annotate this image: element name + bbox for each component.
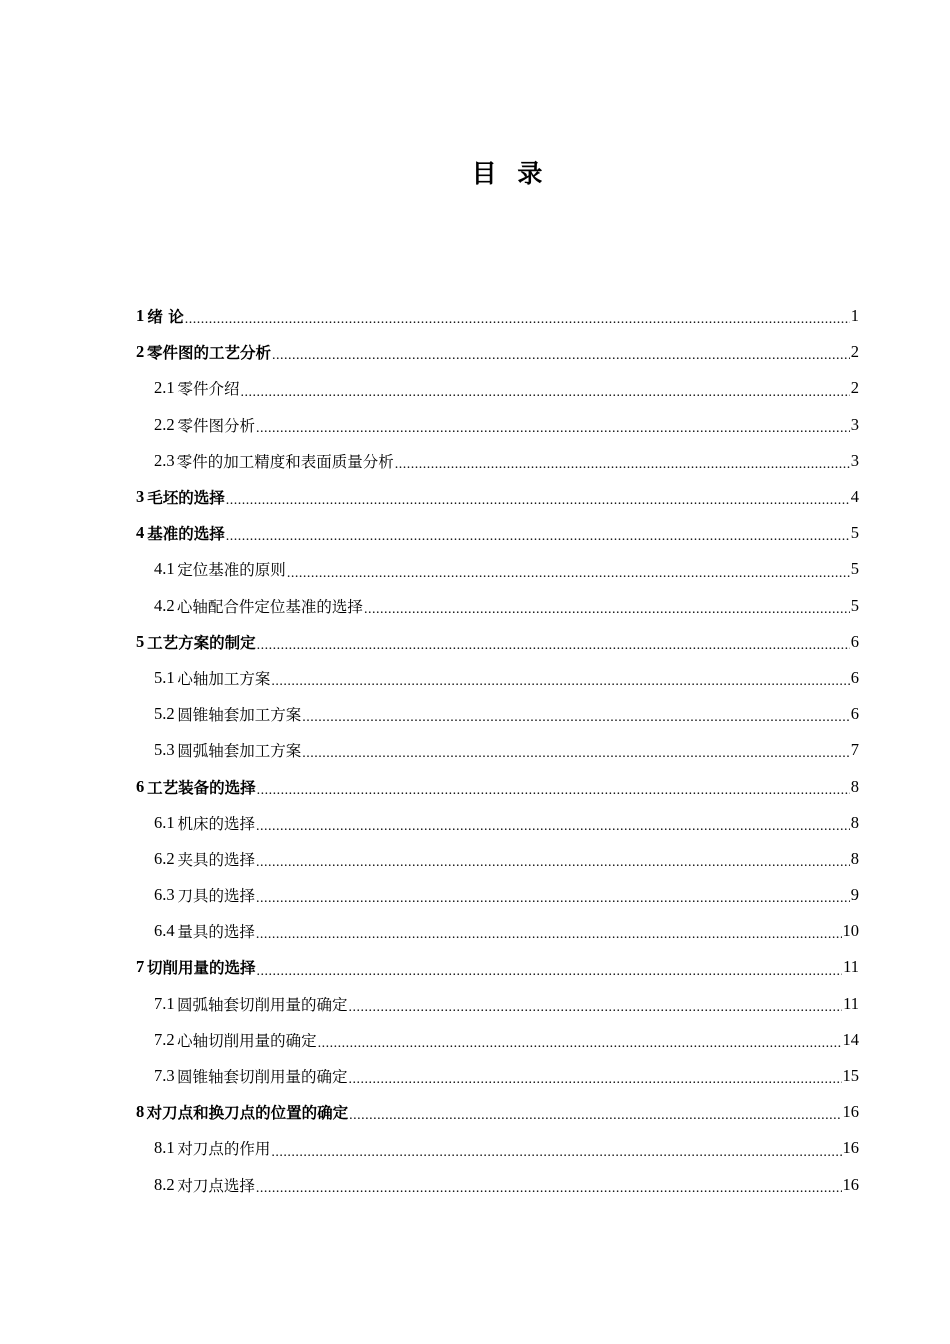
toc-entry-number: 7.3 — [154, 1066, 175, 1086]
toc-entry-label: 毛坯的选择 — [147, 489, 225, 508]
toc-dot-leader — [256, 857, 850, 877]
toc-entry-label: 夹具的选择 — [177, 850, 255, 869]
toc-entry-7-3[interactable] — [136, 1058, 859, 1094]
toc-entry-page-number: 16 — [842, 1102, 859, 1122]
toc-entry-label: 基准的选择 — [147, 525, 225, 544]
toc-dot-leader — [271, 676, 849, 696]
toc-entry-2-2[interactable] — [136, 407, 859, 443]
toc-entry-number: 6.1 — [154, 812, 175, 832]
toc-entry-number: 4 — [136, 523, 145, 543]
toc-entry-number: 7.2 — [154, 1029, 175, 1049]
toc-entry-label: 心轴切削用量的确定 — [177, 1031, 317, 1050]
toc-entry-page-number: 16 — [842, 1174, 859, 1194]
toc-dot-leader — [364, 604, 850, 624]
toc-entry-label: 对刀点和换刀点的位置的确定 — [146, 1104, 349, 1123]
toc-dot-leader — [257, 785, 850, 805]
toc-dot-leader — [302, 748, 850, 768]
toc-entry-6[interactable] — [136, 768, 859, 804]
toc-entry-number: 1 — [136, 306, 145, 326]
toc-entry-number: 7 — [136, 957, 145, 977]
toc-entry-6-3[interactable] — [136, 877, 859, 913]
toc-dot-leader — [256, 893, 850, 913]
toc-entry-label: 圆锥轴套切削用量的确定 — [176, 1068, 348, 1087]
toc-dot-leader — [302, 712, 850, 732]
toc-entry-page-number: 16 — [842, 1138, 859, 1158]
toc-entry-label: 切削用量的选择 — [147, 959, 256, 978]
toc-dot-leader — [226, 531, 850, 551]
toc-entry-label: 圆弧轴套加工方案 — [177, 742, 302, 761]
toc-entry-number: 2.1 — [154, 378, 175, 398]
toc-entry-2-3[interactable] — [136, 443, 859, 479]
toc-dot-leader — [349, 1110, 841, 1130]
toc-entry-number: 8 — [136, 1102, 145, 1122]
toc-entry-label: 机床的选择 — [177, 814, 255, 833]
toc-dot-leader — [348, 1074, 841, 1094]
toc-dot-leader — [395, 459, 850, 479]
toc-entry-page-number: 6 — [850, 667, 859, 687]
toc-entry-5-1[interactable] — [136, 660, 859, 696]
toc-entry-page-number: 11 — [843, 957, 859, 977]
toc-entry-number: 5.3 — [154, 740, 175, 760]
toc-entry-4-2[interactable] — [136, 588, 859, 624]
toc-entry-page-number: 8 — [850, 812, 859, 832]
toc-entry-number: 6.4 — [154, 921, 175, 941]
toc-entry-number: 8.2 — [154, 1174, 175, 1194]
toc-entry-8-2[interactable] — [136, 1167, 859, 1203]
toc-entry-page-number: 1 — [850, 306, 859, 326]
toc-entry-page-number: 3 — [850, 450, 859, 470]
toc-entry-number: 2.3 — [154, 450, 175, 470]
toc-dot-leader — [287, 568, 850, 588]
toc-entry-label: 刀具的选择 — [177, 887, 255, 906]
toc-entry-number: 3 — [136, 487, 145, 507]
toc-dot-leader — [318, 1038, 842, 1058]
toc-entry-number: 4.1 — [154, 559, 175, 579]
toc-entry-6-1[interactable] — [136, 805, 859, 841]
toc-entry-label: 工艺装备的选择 — [147, 778, 256, 797]
toc-entry-page-number: 8 — [850, 776, 859, 796]
toc-entry-page-number: 7 — [850, 740, 859, 760]
toc-entry-1[interactable] — [136, 298, 859, 334]
toc-entry-4-1[interactable] — [136, 551, 859, 587]
toc-dot-leader — [256, 929, 842, 949]
toc-entry-label: 零件图的工艺分析 — [146, 344, 271, 363]
toc-entry-6-4[interactable] — [136, 913, 859, 949]
toc-dot-leader — [241, 387, 850, 407]
toc-entry-page-number: 2 — [850, 378, 859, 398]
toc-entry-label: 圆锥轴套加工方案 — [177, 706, 302, 725]
toc-entry-page-number: 10 — [842, 921, 859, 941]
toc-dot-leader — [256, 423, 850, 443]
toc-entry-number: 6.3 — [154, 885, 175, 905]
toc-entry-page-number: 8 — [850, 848, 859, 868]
toc-dot-leader — [257, 966, 843, 986]
toc-entry-label: 对刀点选择 — [177, 1176, 255, 1195]
toc-dot-leader — [271, 1147, 841, 1167]
toc-entry-number: 5.2 — [154, 704, 175, 724]
toc-dot-leader — [272, 350, 850, 370]
toc-entry-page-number: 15 — [842, 1066, 859, 1086]
toc-entry-4[interactable] — [136, 515, 859, 551]
toc-entry-6-2[interactable] — [136, 841, 859, 877]
toc-entry-number: 2 — [136, 342, 145, 362]
toc-entry-label: 零件介绍 — [177, 380, 240, 399]
toc-entry-page-number: 2 — [850, 342, 859, 362]
toc-entry-label: 定位基准的原则 — [177, 561, 286, 580]
toc-entry-page-number: 9 — [850, 885, 859, 905]
toc-entry-7[interactable] — [136, 949, 859, 985]
toc-entry-page-number: 3 — [850, 414, 859, 434]
toc-entry-number: 5 — [136, 631, 145, 651]
toc-entry-page-number: 5 — [850, 595, 859, 615]
toc-entry-2[interactable] — [136, 334, 859, 370]
toc-entry-number: 6 — [136, 776, 145, 796]
toc-dot-leader — [256, 821, 850, 841]
toc-entry-8[interactable] — [136, 1094, 859, 1130]
toc-entry-number: 5.1 — [154, 667, 175, 687]
toc-entry-number: 4.2 — [154, 595, 175, 615]
toc-dot-leader — [256, 1183, 842, 1203]
toc-entry-7-2[interactable] — [136, 1022, 859, 1058]
toc-entry-label: 对刀点的作用 — [177, 1140, 271, 1159]
toc-entry-page-number: 5 — [850, 559, 859, 579]
toc-entry-8-1[interactable] — [136, 1130, 859, 1166]
toc-entry-label: 心轴加工方案 — [177, 669, 271, 688]
toc-entry-number: 7.1 — [154, 993, 175, 1013]
toc-entry-5-2[interactable] — [136, 696, 859, 732]
toc-entry-page-number: 5 — [850, 523, 859, 543]
toc-title: 目 录 — [471, 159, 549, 188]
toc-entry-label: 量具的选择 — [177, 923, 255, 942]
toc-entry-label: 圆弧轴套切削用量的确定 — [176, 995, 348, 1014]
toc-entry-3[interactable] — [136, 479, 859, 515]
toc-entry-2-1[interactable] — [136, 370, 859, 406]
toc-entry-7-1[interactable] — [136, 986, 859, 1022]
toc-dot-leader — [257, 640, 850, 660]
toc-entry-label: 工艺方案的制定 — [147, 633, 256, 652]
toc-entry-5-3[interactable] — [136, 732, 859, 768]
toc-entry-page-number: 6 — [850, 704, 859, 724]
table-of-contents — [136, 298, 859, 1203]
toc-entry-page-number: 4 — [850, 487, 859, 507]
toc-dot-leader — [185, 314, 850, 334]
toc-entry-page-number: 14 — [842, 1029, 859, 1049]
toc-entry-page-number: 6 — [850, 631, 859, 651]
toc-entry-number: 6.2 — [154, 848, 175, 868]
toc-dot-leader — [348, 1002, 842, 1022]
toc-entry-label: 零件的加工精度和表面质量分析 — [176, 452, 394, 471]
toc-entry-page-number: 11 — [843, 993, 859, 1013]
toc-entry-label: 绪 论 — [147, 308, 184, 327]
toc-entry-5[interactable] — [136, 624, 859, 660]
toc-entry-number: 8.1 — [154, 1138, 175, 1158]
toc-entry-label: 心轴配合件定位基准的选择 — [176, 597, 363, 616]
toc-entry-number: 2.2 — [154, 414, 175, 434]
toc-dot-leader — [226, 495, 850, 515]
toc-entry-label: 零件图分析 — [177, 416, 255, 435]
